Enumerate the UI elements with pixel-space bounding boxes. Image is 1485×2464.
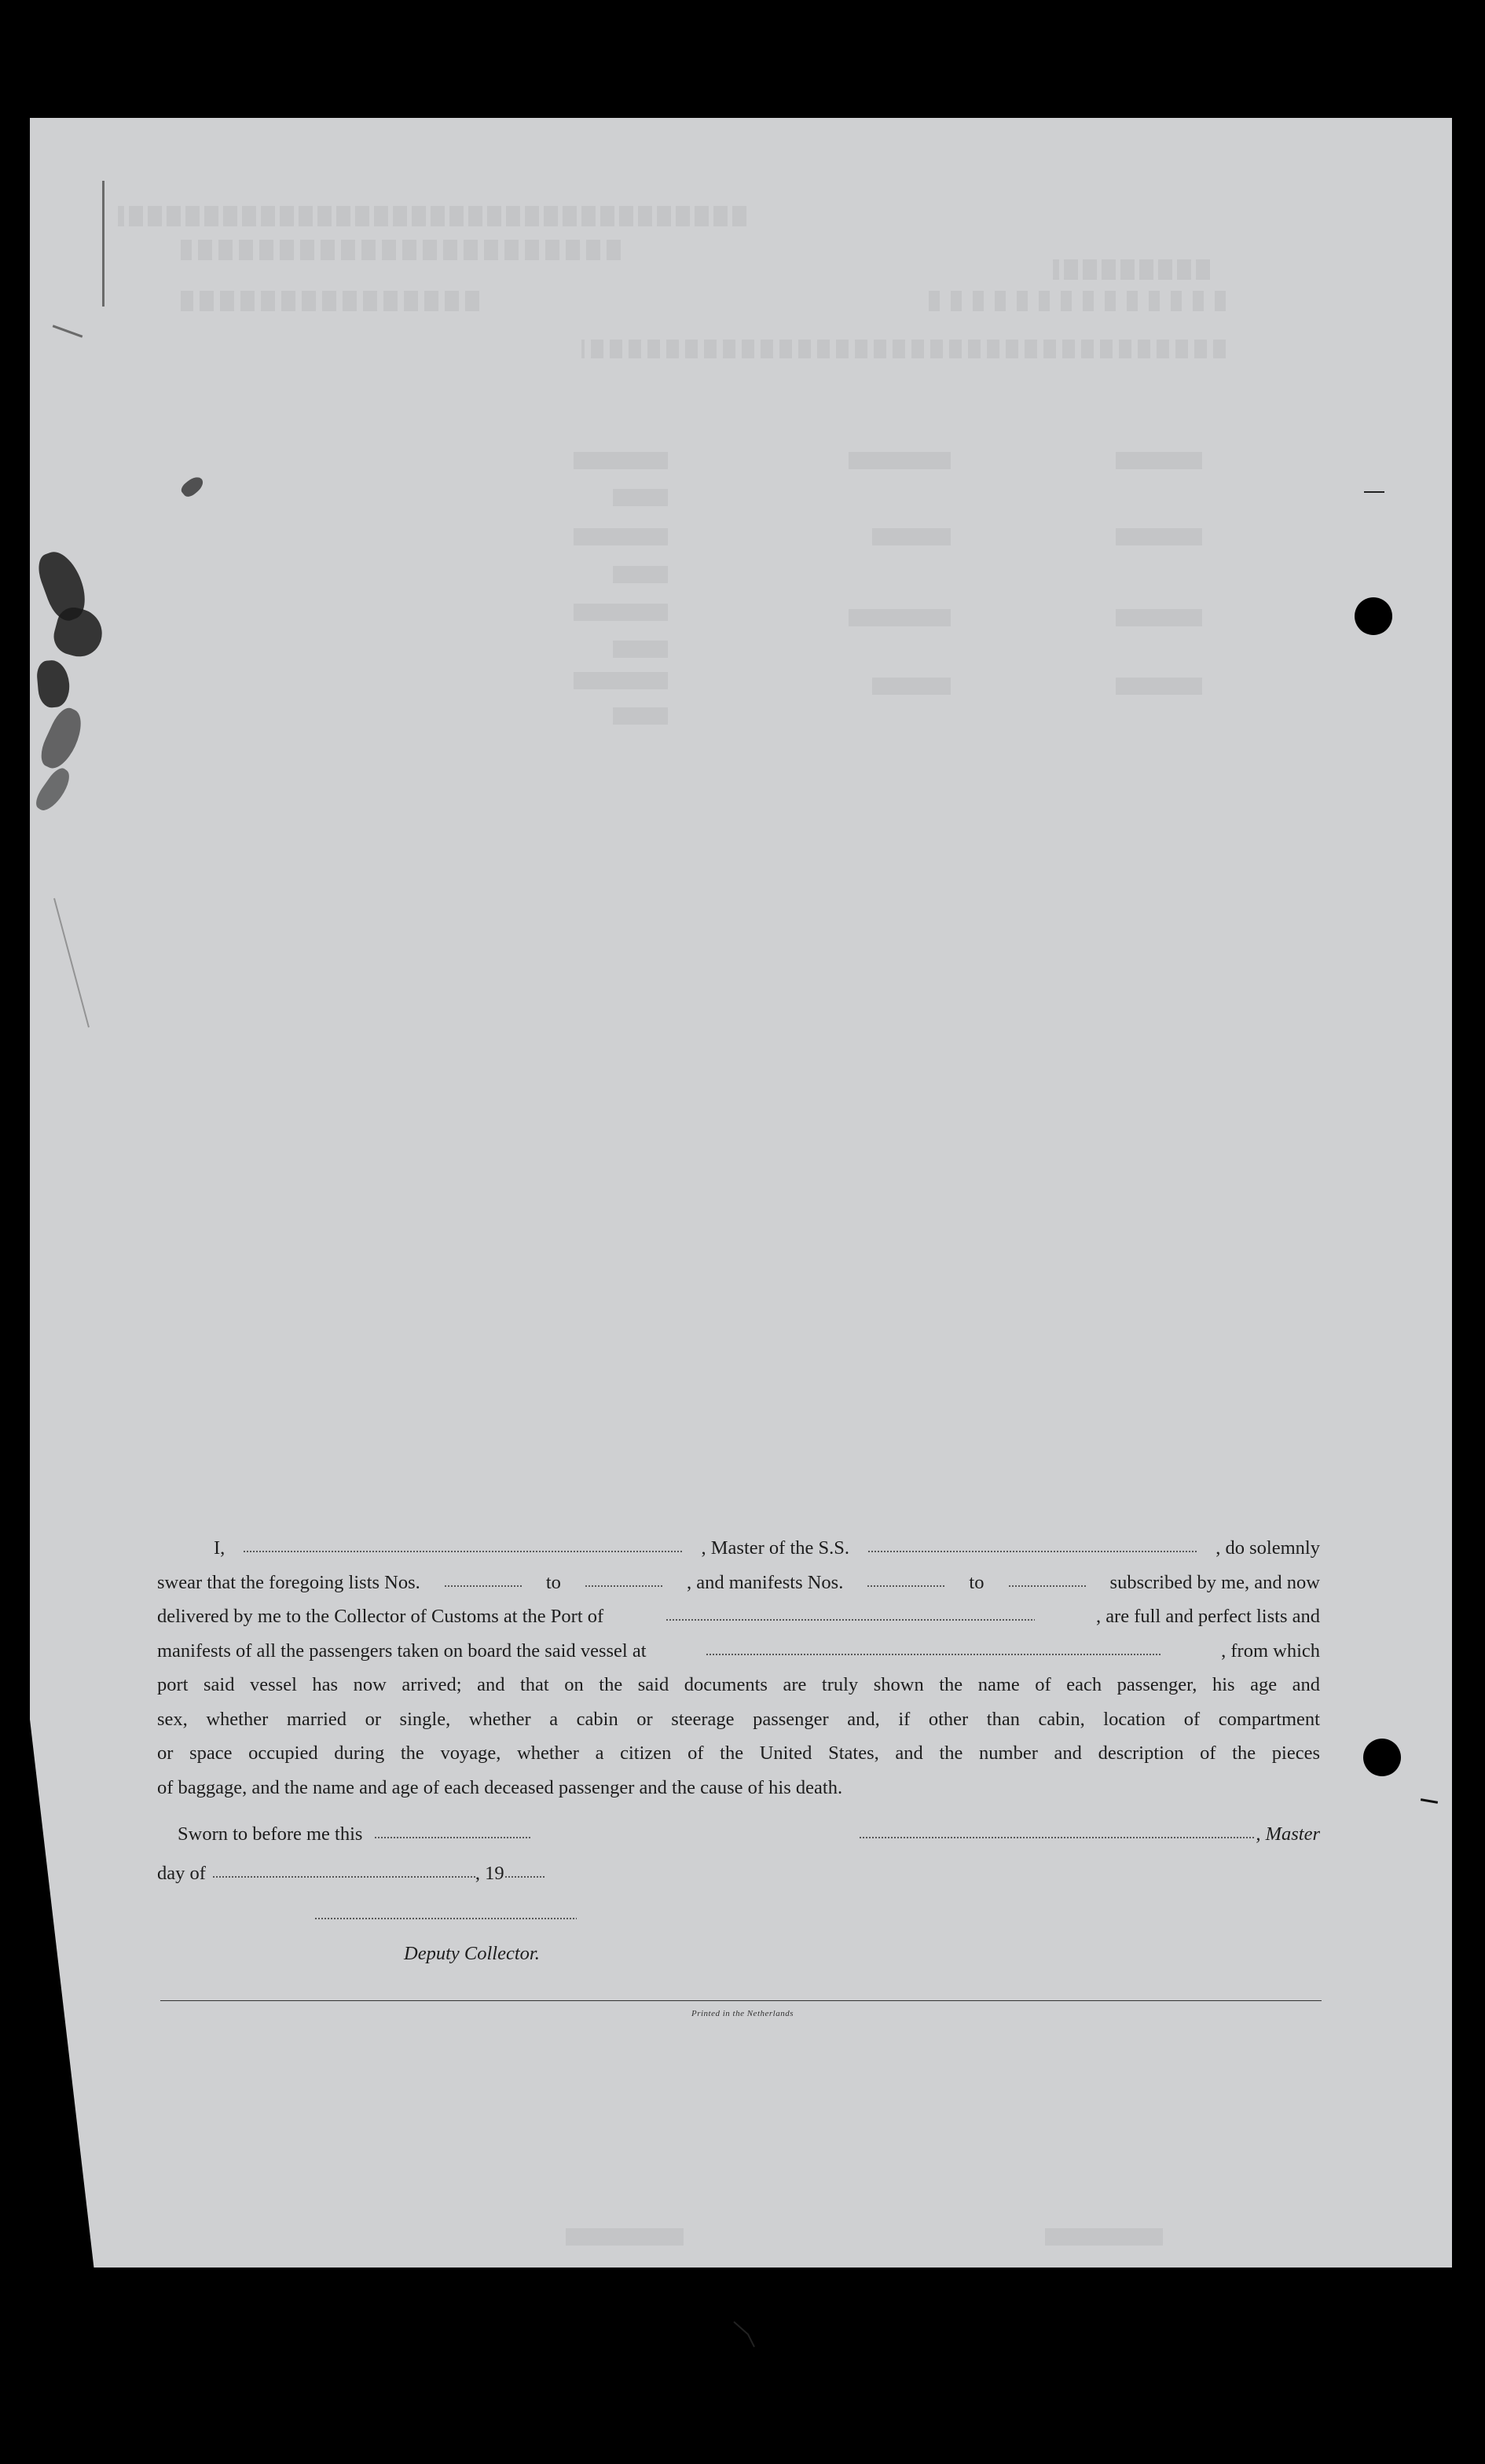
- bleed-through-header: [927, 291, 1226, 311]
- deputy-row: [157, 1937, 1320, 1968]
- deputy-signature-row: [157, 1905, 1320, 1937]
- declaration-text: , from which: [1221, 1640, 1320, 1662]
- bleed-through-column: [574, 604, 668, 621]
- declaration-line: [157, 1634, 1320, 1669]
- sworn-text: Sworn to before me this: [178, 1823, 363, 1845]
- declaration-line: sex, whether married or single, whether a cabin or steerage passenger and, if other than cabin, location of compartment: [157, 1708, 1320, 1730]
- declaration-text: , are full and perfect lists and: [1095, 1606, 1320, 1627]
- bleed-through-column: [872, 678, 951, 695]
- scratch-mark: [102, 181, 104, 307]
- day-blank: [212, 1875, 475, 1879]
- bleed-through-column: [574, 452, 668, 469]
- bleed-through-footer: [566, 2228, 684, 2246]
- declaration-text: , and manifests Nos.: [686, 1571, 844, 1593]
- declaration-text: , do solemnly: [1216, 1537, 1320, 1559]
- year-blank: [504, 1875, 545, 1879]
- master-label: , Master: [1256, 1823, 1320, 1845]
- bleed-through-column: [1116, 528, 1202, 545]
- year-prefix: , 19: [475, 1863, 504, 1884]
- deputy-collector-label: Deputy Collector.: [404, 1943, 540, 1964]
- punch-hole: [1363, 1739, 1401, 1776]
- bleed-through-column: [613, 707, 668, 725]
- declaration-line: [157, 1531, 1320, 1566]
- declaration-line: [157, 1599, 1320, 1634]
- sworn-date-blank: [374, 1835, 531, 1840]
- bleed-through-header: [118, 206, 746, 226]
- bleed-through-column: [872, 528, 951, 545]
- bleed-through-header: [181, 291, 479, 311]
- declaration-text: swear that the foregoing lists Nos.: [157, 1571, 420, 1593]
- bleed-through-column: [574, 672, 668, 689]
- ship-name-blank: [867, 1549, 1197, 1554]
- declaration-line: port said vessel has now arrived; and that on the said documents are truly shown the name of each passenger, his age and: [157, 1674, 1320, 1695]
- bleed-through-header: [1053, 259, 1210, 280]
- day-row: [157, 1856, 1320, 1905]
- list-to-blank: [585, 1584, 663, 1588]
- master-name-blank: [243, 1549, 683, 1554]
- list-from-blank: [444, 1584, 522, 1588]
- bleed-through-column: [849, 609, 951, 626]
- bleed-through-column: [574, 528, 668, 545]
- declaration-line: or space occupied during the voyage, whether a citizen of the United States, and the number and description of the pieces: [157, 1742, 1320, 1764]
- footer-rule: [160, 2000, 1322, 2001]
- master-signature-blank: [859, 1835, 1256, 1840]
- bleed-through-column: [1116, 678, 1202, 695]
- embarkation-port-blank: [706, 1652, 1161, 1657]
- bleed-through-footer: [1045, 2228, 1163, 2246]
- declaration-text: delivered by me to the Collector of Customs at the Port of: [157, 1606, 604, 1627]
- day-text: day of: [157, 1863, 206, 1884]
- bleed-through-header: [581, 340, 1226, 358]
- manifest-from-blank: [867, 1584, 945, 1588]
- printer-imprint: Printed in the Netherlands: [691, 2009, 794, 2018]
- bleed-through-column: [613, 489, 668, 506]
- manifest-to-blank: [1008, 1584, 1087, 1588]
- oath-declaration: [157, 1531, 1320, 1968]
- scratch-mark: [1364, 491, 1384, 493]
- punch-hole: [1355, 597, 1392, 635]
- bleed-through-header: [181, 240, 621, 260]
- declaration-text: subscribed by me, and now: [1109, 1571, 1320, 1593]
- scan-artifact-mark: [731, 2319, 762, 2350]
- declaration-text: manifests of all the passengers taken on board the said vessel at: [157, 1640, 647, 1662]
- declaration-line: [157, 1566, 1320, 1600]
- bleed-through-column: [849, 452, 951, 469]
- declaration-text: I,: [214, 1537, 226, 1559]
- port-blank: [666, 1618, 1035, 1622]
- bleed-through-column: [1116, 452, 1202, 469]
- bleed-through-column: [613, 566, 668, 583]
- deputy-signature-blank: [314, 1916, 577, 1921]
- bleed-through-column: [613, 641, 668, 658]
- declaration-text: , Master of the S.S.: [701, 1537, 850, 1559]
- declaration-text: to: [969, 1571, 984, 1593]
- declaration-text: to: [545, 1571, 561, 1593]
- sworn-row: [157, 1817, 1320, 1856]
- bleed-through-column: [1116, 609, 1202, 626]
- declaration-line: of baggage, and the name and age of each deceased passenger and the cause of his death.: [157, 1776, 843, 1798]
